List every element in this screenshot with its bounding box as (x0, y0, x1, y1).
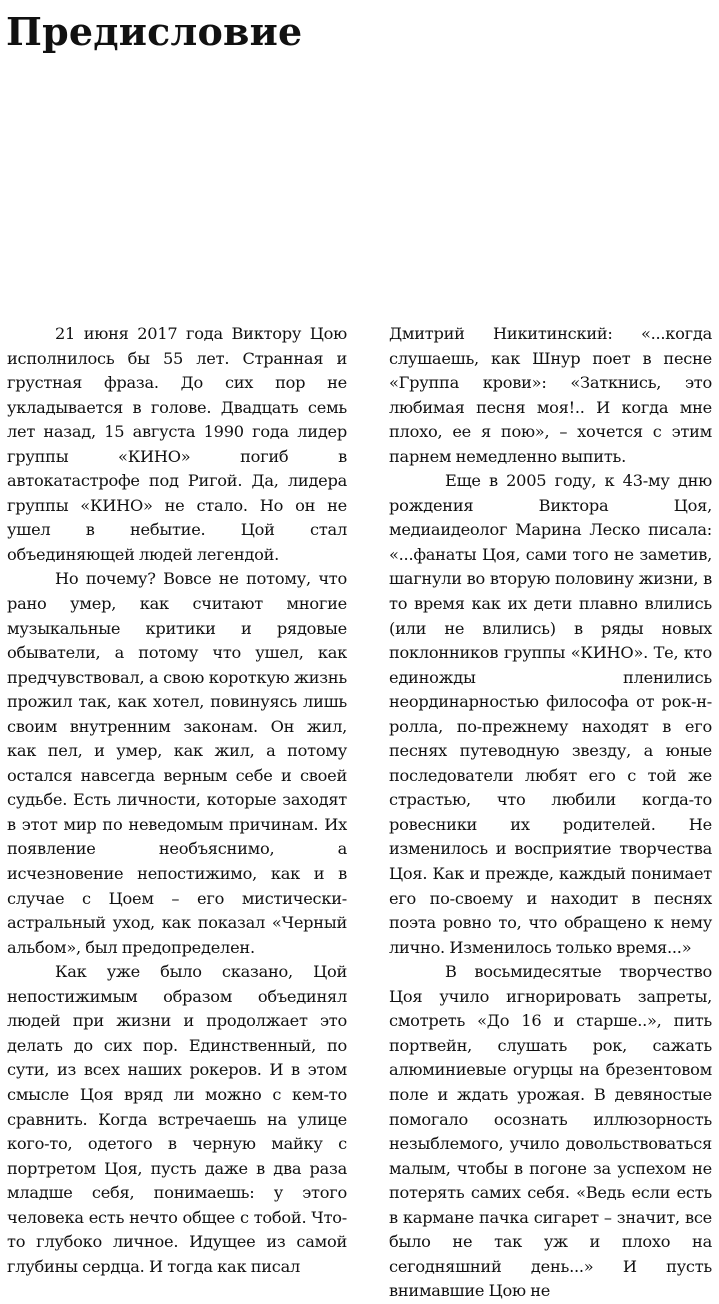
paragraph: Еще в 2005 году, к 43-му дню рождения Виктора Цоя, медиаидеолог Марина Леско писала: «...фанаты Цоя, сами того не заметив, шагнули во вторую половину жизни, в то время как их дети плавно влились (или не влились) в ряды новых поклонников группы «КИНО». Те, кто единожды пленились неординарностью философа от рок-н-ролла, по-прежнему находят в его песнях путеводную звезду, а юные последователи любят его с той же страстью, что любили когда-то ровесники их родителей. Не изменилось и восприятие творчества Цоя. Как и прежде, каждый понимает его по-своему и находит в песнях поэта ровно то, что обращено к нему лично. Изменилось только время...» (389, 471, 712, 957)
paragraph: 21 июня 2017 года Виктору Цою исполнилось бы 55 лет. Странная и грустная фраза. До сих пор не укладывается в голове. Двадцать семь лет назад, 15 августа 1990 года лидер группы «КИНО» погиб в автокатастрофе под Ригой. Да, лидера группы «КИНО» не стало. Но он не ушел в небытие. Цой стал объединяющей людей легендой. (7, 324, 347, 564)
page-title: Предисловие (6, 9, 303, 54)
paragraph: Как уже было сказано, Цой непостижимым образом объединял людей при жизни и продолжает это делать до сих пор. Единственный, по сути, из всех наших рокеров. И в этом смысле Цоя вряд ли можно с кем-то сравнить. Когда встречаешь на улице кого-то, одетого в черную майку с портретом Цоя, пусть даже в два раза младше себя, понимаешь: у этого человека есть нечто общее с тобой. Что-то глубоко личное. Идущее из самой глубины сердца. И тогда как писал (7, 962, 347, 1276)
paragraph: В восьмидесятые творчество Цоя учило игнорировать запреты, смотреть «До 16 и старше..», пить портвейн, слушать рок, сажать алюминиевые огурцы на брезентовом поле и ждать урожая. В девяностые помогало осознать иллюзорность незыблемого, учило довольствоваться малым, чтобы в погоне за успехом не потерять самих себя. «Ведь если есть в кармане пачка сигарет – значит, все было не так уж и плохо на сегодняшний день...» И пусть внимавшие Цою не (389, 962, 712, 1301)
text-column-left (7, 322, 347, 1279)
paragraph: Дмитрий Никитинский: «...когда слушаешь, как Шнур поет в песне «Группа крови»: «Заткнись, это любимая песня моя!.. И когда мне плохо, ее я пою», – хочется с этим парнем немедленно выпить. (389, 324, 712, 466)
paragraph: Но почему? Вовсе не потому, что рано умер, как считают многие музыкальные критики и рядовые обыватели, а потому что ушел, как предчувствовал, а свою короткую жизнь прожил так, как хотел, повинуясь лишь своим внутренним законам. Он жил, как пел, и умер, как жил, а потому остался навсегда верным себе и своей судьбе. Есть личности, которые заходят в этот мир по неведомым причинам. Их появление необъяснимо, а исчезновение непостижимо, как и в случае с Цоем – его мистически-астральный уход, как показал «Черный альбом», был предопределен. (7, 569, 347, 957)
text-column-right (389, 322, 712, 1304)
